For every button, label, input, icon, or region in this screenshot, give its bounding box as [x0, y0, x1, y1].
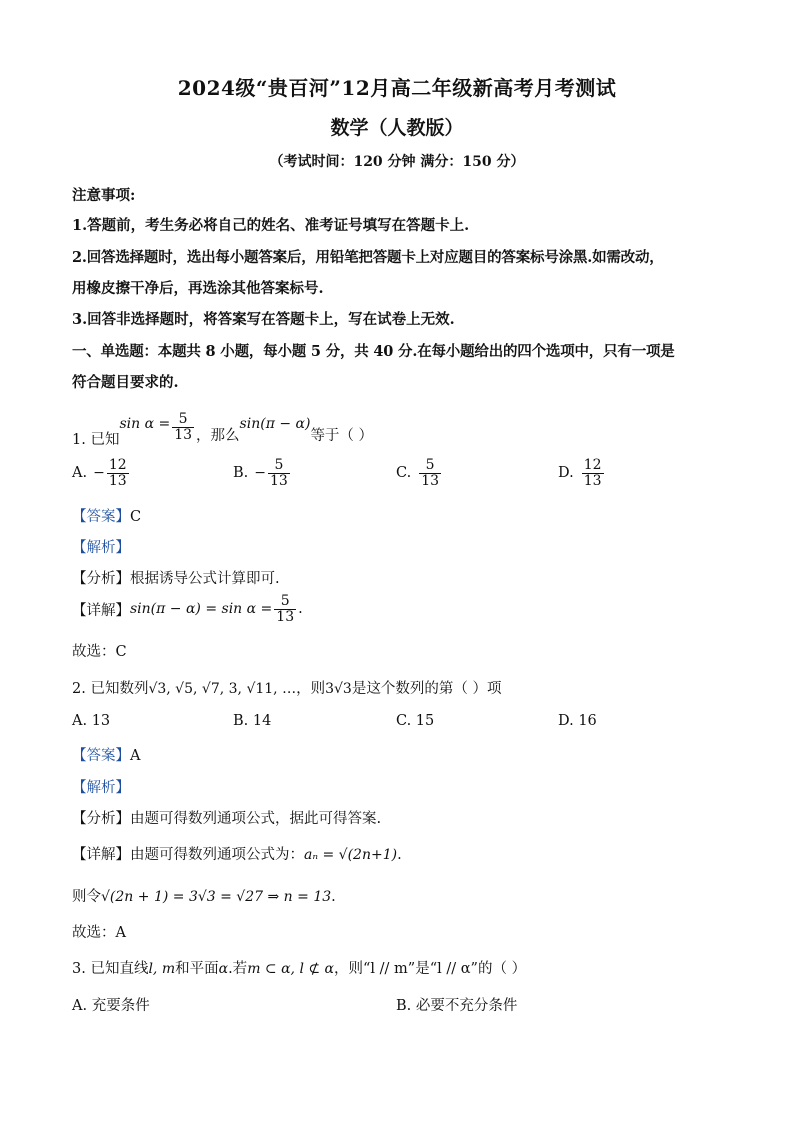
- detail-den: 13: [276, 608, 295, 625]
- note-item-1: 1.答题前，考生务必将自己的姓名、准考证号填写在答题卡上.: [72, 217, 470, 234]
- option-label: C.: [396, 465, 412, 482]
- option-den: 13: [270, 472, 288, 489]
- q1-given-fraction: [172, 412, 194, 442]
- option-text: 14: [252, 713, 272, 729]
- option-label: B.: [396, 998, 412, 1014]
- option-label: B.: [233, 465, 249, 482]
- q3-prefix: 3. 已知直线: [72, 961, 149, 977]
- option-num: 5: [274, 457, 284, 473]
- question-1: [72, 406, 373, 449]
- fenxi-tag: 【分析】: [72, 811, 130, 827]
- q2-option-c[interactable]: [396, 713, 434, 729]
- fenxi-text: 由题可得数列通项公式，据此可得答案.: [130, 811, 382, 827]
- note-item-3: 3.回答非选择题时，将答案写在答题卡上，写在试卷上无效.: [72, 311, 455, 328]
- option-text: 16: [578, 713, 597, 729]
- q3-plane: α: [218, 961, 229, 977]
- question-2: [72, 677, 501, 698]
- option-text: 15: [415, 713, 435, 729]
- q1-suffix: 等于（ ）: [310, 428, 374, 444]
- detail-formula: aₙ = √(2n+1): [304, 847, 398, 863]
- derivation-prefix: 则令: [72, 889, 101, 905]
- option-sign: −: [254, 465, 266, 482]
- detail-text: 由题可得数列通项公式为：: [130, 847, 304, 863]
- option-label: B.: [233, 713, 249, 729]
- option-den: 13: [108, 472, 127, 489]
- q1-option-c[interactable]: [396, 458, 443, 488]
- option-num: 5: [425, 457, 435, 473]
- option-label: A.: [72, 713, 88, 729]
- exam-info: （考试时间：120 分钟 满分：150 分）: [269, 154, 525, 170]
- note-item-2: 2.回答选择题时，选出每小题答案后，用铅笔把答题卡上对应题目的答案标号涂黑.如需改动，: [72, 249, 664, 266]
- option-den: 13: [421, 472, 440, 489]
- answer-tag: 【答案】: [72, 509, 130, 525]
- q1-given: sin α =: [119, 415, 171, 432]
- option-text: 必要不充分条件: [415, 998, 518, 1014]
- option-sign: −: [93, 465, 105, 482]
- note-item-2-cont: 用橡皮擦干净后，再选涂其他答案标号.: [72, 280, 324, 297]
- q2-conclusion: 故选：A: [72, 925, 126, 941]
- q2-sequence: √3, √5, √7, 3, √11, …: [148, 681, 297, 697]
- option-label: D.: [558, 465, 574, 482]
- q1-fenxi: [72, 567, 280, 588]
- detail-expr: sin(π − α) = sin α =: [130, 601, 273, 618]
- detail-fraction: [274, 594, 296, 624]
- option-fraction: [268, 458, 290, 488]
- option-text: 充要条件: [91, 998, 150, 1014]
- option-text: 13: [91, 713, 111, 729]
- derivation-expr: √(2n + 1) = 3√3 = √27 ⇒ n = 13: [101, 889, 332, 905]
- q1-option-d[interactable]: [558, 458, 606, 488]
- q1-answer: [72, 505, 141, 526]
- detail-tag: 【详解】: [72, 602, 130, 619]
- q3-condition: m ⊂ α, l ⊄ α: [247, 961, 335, 977]
- fenxi-tag: 【分析】: [72, 571, 130, 587]
- detail-num: 5: [280, 593, 290, 609]
- q1-option-a[interactable]: [72, 458, 131, 488]
- q3-option-b[interactable]: [396, 994, 517, 1015]
- option-label: D.: [558, 713, 574, 729]
- option-num: 12: [108, 457, 127, 473]
- q3-question: ，则“l // m”是“l // α”的（ ）: [334, 961, 527, 977]
- q1-option-b[interactable]: [233, 458, 292, 488]
- option-fraction: [582, 458, 604, 488]
- q2-derivation: 则令√(2n + 1) = 3√3 = √27 ⇒ n = 13.: [72, 889, 336, 905]
- q2-fenxi: [72, 807, 381, 828]
- q2-suffix: 是这个数列的第（ ）项: [351, 681, 502, 697]
- q3-option-a[interactable]: [72, 994, 150, 1015]
- q1-given-num: 5: [178, 411, 188, 428]
- notes-heading: 注意事项:: [72, 187, 136, 204]
- fenxi-text: 根据诱导公式计算即可.: [130, 571, 280, 587]
- q2-option-a[interactable]: [72, 713, 110, 729]
- section-heading: 一、单选题：本题共 8 小题，每小题 5 分，共 40 分.在每小题给出的四个选项中，只有一项是: [72, 343, 675, 360]
- q2-analysis-tag: [72, 776, 130, 797]
- q1-prefix: 1. 已知: [72, 432, 120, 448]
- option-num: 12: [583, 457, 602, 473]
- q1-conclusion: 故选：C: [72, 644, 127, 660]
- option-label: C.: [396, 713, 412, 729]
- q1-expr: sin(π − α): [239, 415, 311, 432]
- q1-detail: 【详解】 sin(π − α) = sin α = $\frac{5}{13}$ .: [72, 593, 303, 625]
- exam-title: 2024级“贵百河”12月高二年级新高考月考测试: [177, 76, 617, 100]
- q1-analysis-tag: [72, 536, 130, 557]
- option-den: 13: [583, 472, 602, 489]
- analysis-tag: 【解析】: [72, 540, 130, 556]
- section-heading-cont: 符合题目要求的.: [72, 374, 179, 391]
- answer-value: C: [130, 509, 142, 525]
- q3-middle: 和平面: [175, 961, 219, 977]
- q1-given-den: 13: [174, 427, 193, 443]
- q2-option-d[interactable]: [558, 713, 597, 729]
- option-label: A.: [72, 465, 88, 482]
- q2-option-b[interactable]: [233, 713, 271, 729]
- q3-cond-prefix: .若: [228, 961, 248, 977]
- q2-answer: [72, 744, 140, 765]
- q3-lines: l, m: [148, 961, 176, 977]
- exam-subtitle: 数学（人教版）: [330, 117, 464, 139]
- q1-middle: ，那么: [196, 428, 240, 444]
- answer-value: A: [130, 748, 141, 764]
- answer-tag: 【答案】: [72, 748, 130, 764]
- q2-middle: ，则: [296, 681, 326, 697]
- q2-term: 3√3: [325, 681, 352, 697]
- q2-detail: 【详解】由题可得数列通项公式为：aₙ = √(2n+1).: [72, 847, 402, 863]
- detail-tag: 【详解】: [72, 847, 130, 863]
- option-label: A.: [72, 998, 88, 1014]
- option-fraction: [419, 458, 441, 488]
- analysis-tag: 【解析】: [72, 780, 130, 796]
- question-3: [72, 957, 526, 978]
- q2-prefix: 2. 已知数列: [72, 681, 149, 697]
- option-fraction: [107, 458, 129, 488]
